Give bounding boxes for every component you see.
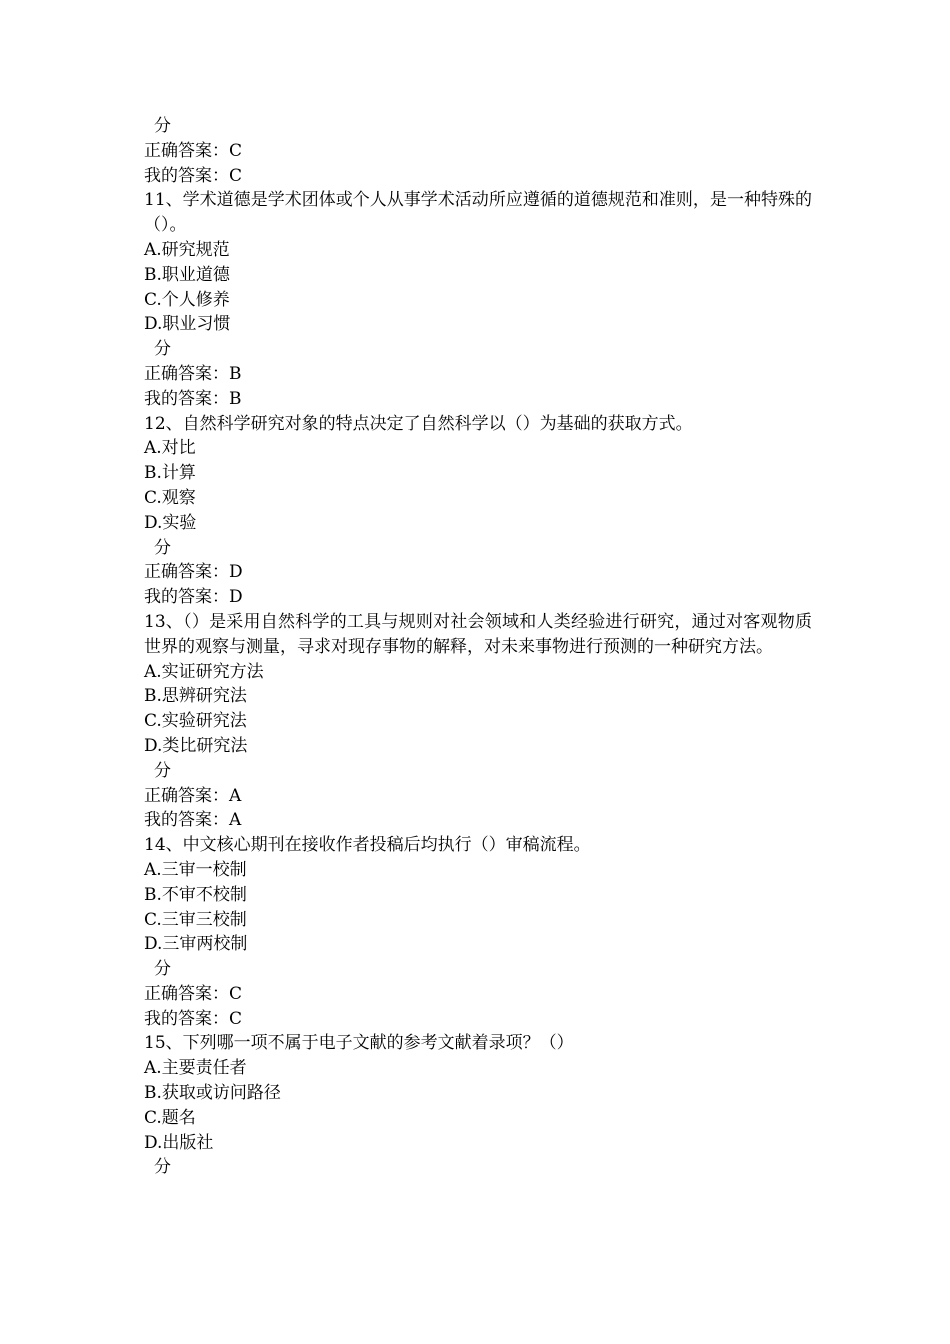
question-stem: 14、中文核心期刊在接收作者投稿后均执行（）审稿流程。 [144, 835, 591, 856]
correct-answer: 正确答案：B [144, 363, 242, 384]
question-11 [144, 188, 812, 411]
question-stem: 12、自然科学研究对象的特点决定了自然科学以（）为基础的获取方式。 [144, 413, 693, 434]
option-c: C.题名 [144, 1107, 196, 1128]
correct-answer: 正确答案：C [144, 983, 243, 1004]
option-d: D.职业习惯 [144, 314, 231, 335]
score-label: 分 [154, 339, 171, 360]
option-a: A.对比 [144, 438, 196, 459]
option-a: A.实证研究方法 [144, 661, 264, 682]
score-label: 分 [154, 959, 171, 980]
option-d: D.出版社 [144, 1132, 214, 1153]
my-answer: 我的答案：C [144, 1008, 243, 1029]
my-answer: 我的答案：C [144, 165, 243, 186]
option-b: B.职业道德 [144, 264, 230, 285]
option-d: D.实验 [144, 512, 197, 533]
score-label: 分 [154, 760, 171, 781]
question-stem: 13、（）是采用自然科学的工具与规则对社会领域和人类经验进行研究，通过对客观物质世界的观察与测量，寻求对现存事物的解释，对未来事物进行预测的一种研究方法。 [144, 611, 812, 657]
question-stem: 15、下列哪一项不属于电子文献的参考文献着录项？（） [144, 1033, 574, 1054]
score-label: 分 [154, 537, 171, 558]
option-b: B.不审不校制 [144, 884, 247, 905]
my-answer: 我的答案：A [144, 810, 242, 831]
option-d: D.类比研究法 [144, 735, 248, 756]
score-label: 分 [154, 116, 171, 136]
correct-answer: 正确答案：A [144, 785, 242, 806]
option-a: A.研究规范 [144, 239, 230, 260]
option-c: C.个人修养 [144, 289, 230, 310]
option-b: B.获取或访问路径 [144, 1083, 281, 1104]
option-b: B.计算 [144, 463, 196, 484]
correct-answer: 正确答案：C [144, 140, 243, 161]
option-c: C.实验研究法 [144, 711, 247, 732]
my-answer: 我的答案：B [144, 388, 242, 409]
option-d: D.三审两校制 [144, 934, 248, 955]
option-a: A.三审一校制 [144, 859, 247, 880]
document-page [144, 114, 812, 1180]
score-label: 分 [154, 1157, 171, 1178]
option-c: C.观察 [144, 487, 196, 508]
correct-answer: 正确答案：D [144, 562, 243, 583]
question-12 [144, 412, 812, 610]
previous-question-tail [144, 114, 812, 188]
question-13 [144, 610, 812, 833]
question-14 [144, 833, 812, 1031]
option-c: C.三审三校制 [144, 909, 247, 930]
question-15 [144, 1031, 812, 1180]
option-a: A.主要责任者 [144, 1058, 247, 1079]
option-b: B.思辨研究法 [144, 686, 247, 707]
question-stem: 11、学术道德是学术团体或个人从事学术活动所应遵循的道德规范和准则，是一种特殊的（）。 [144, 190, 812, 236]
my-answer: 我的答案：D [144, 587, 243, 608]
